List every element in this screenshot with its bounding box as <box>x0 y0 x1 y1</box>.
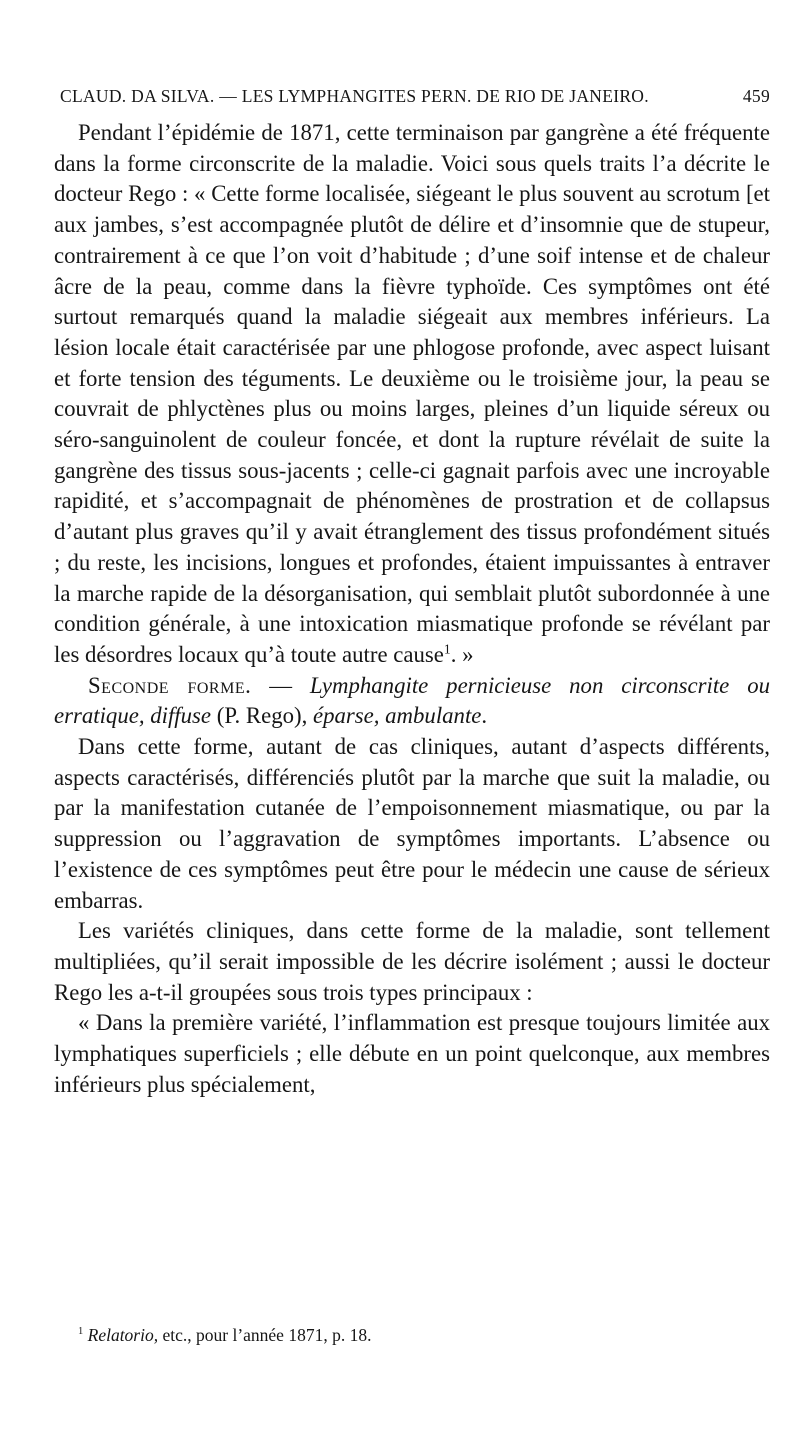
footnote-text: etc., pour l’année 1871, p. 18. <box>158 1325 372 1345</box>
running-title: CLAUD. DA SILVA. — LES LYMPHANGITES PERN. DE RIO DE JANEIRO. <box>60 86 649 106</box>
section-heading <box>54 671 770 732</box>
paragraph-text: Pendant l’épidémie de 1871, cette terminaison par gangrène a été fréquente dans la forme circonscrite de la maladie. Voici sous quels traits l’a décrite le docteur Rego : « Cette forme localisée, siégeant le plus souvent au scrotum [et aux jambes, s’est accompagnée plutôt de délire et d’insomnie que de stupeur, contrairement à ce que l’on voit d’habitude ; d’une soif intense et de chaleur âcre de la peau, comme dans la fièvre typhoïde. Ces symptômes ont été surtout remarqués quand la maladie siégeait aux membres inférieurs. La lésion locale était caractérisée par une phlogose profonde, avec aspect luisant et forte tension des téguments. Le deuxième ou le troisième jour, la peau se couvrait de phlyctènes plus ou moins larges, pleines d’un liquide séreux ou séro-sanguinolent de couleur foncée, et dont la rupture révélait de suite la gangrène des tissus sous-jacents ; celle-ci gagnait parfois avec une incroyable rapidité, et s’accompagnait de phénomènes de prostration et de collapsus d’autant plus graves qu’il y avait étranglement des tissus profondément situés ; du reste, les incisions, longues et profondes, étaient impuissantes à entraver la marche rapide de la désorganisation, qui semblait plutôt subordonnée à une condition générale, à une intoxication miasmatique profonde se révélant par les désordres locaux qu’à toute autre cause <box>54 120 770 667</box>
footnote-source: Relatorio, <box>87 1325 159 1345</box>
section-citation: (P. Rego), <box>211 703 313 729</box>
footnote <box>78 1325 768 1346</box>
body-text <box>54 118 770 1101</box>
paragraph-text: Les variétés cliniques, dans cette forme de la maladie, sont tellement multipliées, qu’il serait impossible de les décrire isolément ; aussi le docteur Rego les a-t-il groupées sous trois types principaux : <box>54 918 770 1005</box>
running-header <box>60 86 770 107</box>
section-title: Lymphangite pernicieuse non circonscrite ou erratique, diffuse <box>54 672 770 729</box>
section-label: Seconde forme. <box>88 672 252 698</box>
section-dash: — <box>251 672 310 698</box>
section-title-continued: éparse, ambulante <box>312 703 482 729</box>
paragraph-text: « Dans la première variété, l’inflammation est presque toujours limitée aux lymphatiques superficiels ; elle débute en un point quelconque, aux membres inférieurs plus spécialement, <box>54 1010 770 1097</box>
footnote-marker: 1 <box>78 1326 84 1338</box>
footnote-reference: 1 <box>443 641 451 657</box>
paragraph <box>54 1008 770 1100</box>
paragraph <box>54 916 770 1008</box>
paragraph-text: Dans cette forme, autant de cas cliniques, autant d’aspects différents, aspects caractérisés, différenciés plutôt par la marche que suit la maladie, ou par la manifestation cutanée de l’empoisonnement miasmatique, ou par la suppression ou l’aggravation de symptômes importants. L’absence ou l’existence de ces symptômes peut être pour le médecin une cause de sérieux embarras. <box>54 734 770 913</box>
quote-close: . » <box>450 641 474 667</box>
page-number: 459 <box>742 86 770 106</box>
paragraph <box>54 732 770 916</box>
paragraph <box>54 118 770 671</box>
section-end: . <box>481 703 488 729</box>
